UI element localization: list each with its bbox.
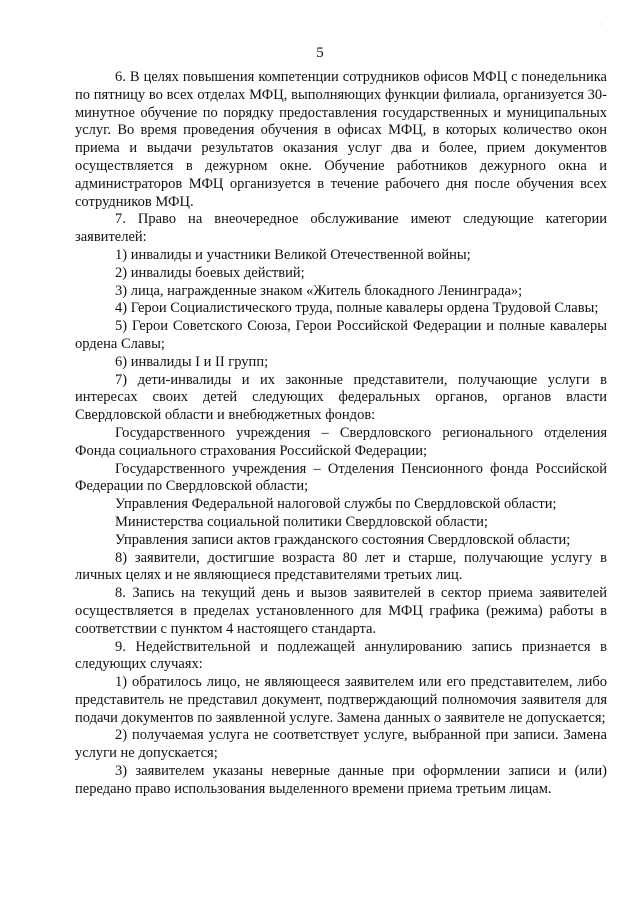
list-item-4: 4) Герои Социалистического труда, полные кавалеры ордена Трудовой Славы; xyxy=(115,300,599,317)
document-body xyxy=(75,69,607,799)
list-item-3: 3) лица, награжденные знаком «Житель блокадного Ленинграда»; xyxy=(115,282,523,299)
cancellation-item-1: 1) обратилось лицо, не являющееся заявителем или его представителем, либо представитель не представил документ, подтверждающий полномочия заявителя для подачи документов по заявленной услуге. Замена данных о заявителе не допускается; xyxy=(75,674,607,726)
list-item-7: 7) дети-инвалиды и их законные представители, получающие услуги в интересах своих детей следующих федеральных органов, органов власти Свердловской области и внебюджетных фондов: xyxy=(75,371,607,424)
paragraph-6-training: 6. В целях повышения компетенции сотрудников офисов МФЦ с понедельника по пятницу во всех отделах МФЦ, выполняющих функции филиала, организуется 30-минутное обучение по порядку предоставления государственных и муниципальных услуг. Во время проведения обучения в офисах МФЦ, в которых количество окон приема и выдачи результатов оказания услуг два и более, прием документов осуществляется в дежурном окне. Обучение работников дежурного окна и администраторов МФЦ организуется в течение рабочего дня после обучения всех сотрудников МФЦ. xyxy=(75,69,607,210)
corner-mark: · xyxy=(599,20,602,29)
sub-item-fss: Государственного учреждения – Свердловского регионального отделения Фонда социального страхования Российской Федерации; xyxy=(75,424,607,459)
sub-item-fns: Управления Федеральной налоговой службы по Свердловской области; xyxy=(115,496,557,513)
list-item-2: 2) инвалиды боевых действий; xyxy=(115,264,305,281)
sub-item-zags: Управления записи актов гражданского состояния Свердловской области; xyxy=(115,531,571,548)
cancellation-item-3: 3) заявителем указаны неверные данные при оформлении записи и (или) передано право использования выделенного времени приема третьим лицам. xyxy=(75,763,607,797)
list-item-5: 5) Герои Советского Союза, Герои Российской Федерации и полные кавалеры ордена Славы; xyxy=(75,318,607,352)
list-item-1: 1) инвалиды и участники Великой Отечественной войны; xyxy=(115,246,471,263)
paragraph-8-appointment: 8. Запись на текущий день и вызов заявителей в сектор приема заявителей осуществляется в пределах установленного для МФЦ графика (режима) работы в соответствии с пунктом 4 настоящего стандарта. xyxy=(75,585,607,637)
sub-item-ministry: Министерства социальной политики Свердловской области; xyxy=(115,513,488,530)
list-item-6: 6) инвалиды I и II групп; xyxy=(115,353,269,370)
sub-item-pfr: Государственного учреждения – Отделения Пенсионного фонда Российской Федерации по Свердловской области; xyxy=(75,460,607,495)
page-number: 5 xyxy=(316,45,324,61)
paragraph-7-priority-service: 7. Право на внеочередное обслуживание имеют следующие категории заявителей: xyxy=(75,211,607,246)
paragraph-9-cancellation: 9. Недействительной и подлежащей аннулированию запись признается в следующих случаях: xyxy=(75,638,607,673)
cancellation-item-2: 2) получаемая услуга не соответствует услуге, выбранной при записи. Замена услуги не допускается; xyxy=(75,727,607,762)
list-item-8: 8) заявители, достигшие возраста 80 лет и старше, получающие услугу в личных целях и не являющиеся представителями третьих лиц. xyxy=(75,549,607,584)
